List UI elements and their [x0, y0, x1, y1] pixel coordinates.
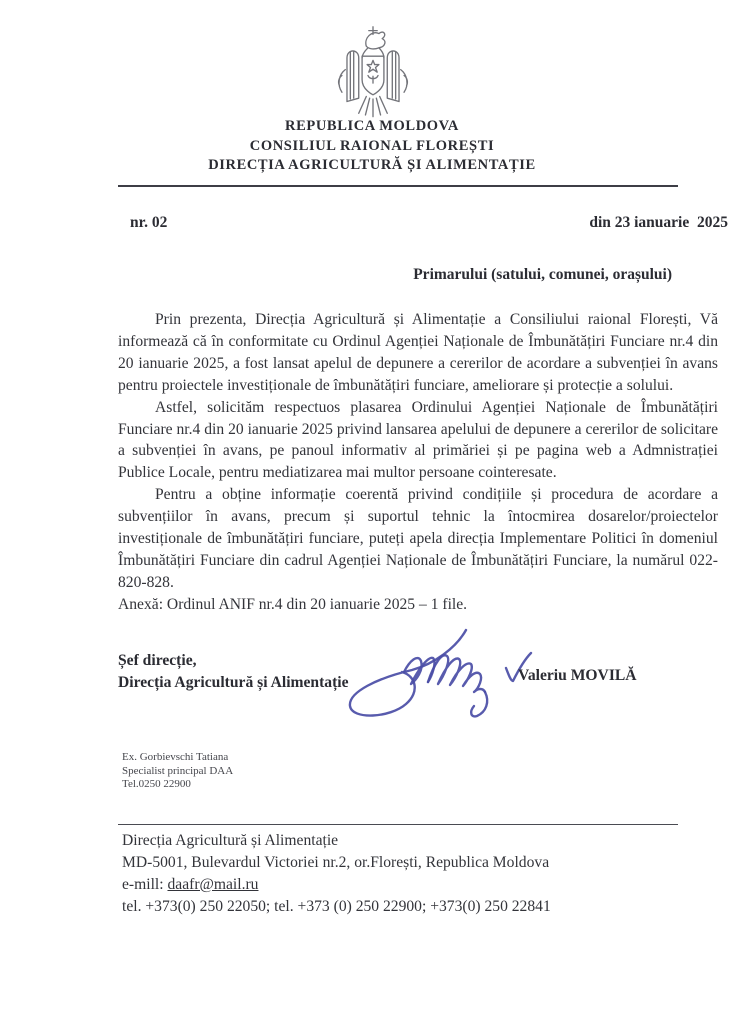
- addressee-line: Primarului (satului, comunei, orașului): [413, 266, 672, 283]
- handwritten-signature: [338, 626, 538, 726]
- letter-body: [118, 309, 718, 594]
- body-paragraph-3: Pentru a obține informație coerentă privind condițiile și procedura de acordare a subvențiilor în avans, precum și suportul tehnic la întocmirea dosarelor/proiectelor investiționale de îmbunătățiri funciare, puteți apela direcția Implementare Politici în domeniul Îmbunătățiri Funciare din cadrul Agenției Naționale de Îmbunătățiri Funciare, la numărul 022-820-828.: [118, 486, 718, 591]
- letterhead-country: REPUBLICA MOLDOVA: [285, 118, 459, 134]
- letterhead-council: CONSILIUL RAIONAL FLOREȘTI: [249, 137, 495, 154]
- body-paragraph-1: Prin prezenta, Direcția Agricultură și Alimentație a Consiliului raional Florești, Vă informează că în conformitate cu Ordinul Agenției Naționale de Îmbunătățiri Funciare nr.4 din 20 ianuarie 2025, a fost lansat apelul de depunere a cererilor de acordare a subvenției în avans pentru proiectele investiționale de îmbunătățiri funciare, ameliorare și protecție a solului.: [118, 311, 718, 394]
- moldova-coat-of-arms-icon: [329, 26, 417, 120]
- letterhead-directorate: DIRECȚIA AGRICULTURĂ ȘI ALIMENTAȚIE: [208, 157, 536, 173]
- footer-org: Direcția Agricultură și Alimentație: [122, 832, 339, 849]
- footer-divider: [118, 824, 678, 825]
- signer-role: [118, 650, 349, 694]
- footer-address: MD-5001, Bulevardul Victoriei nr.2, or.Florești, Republica Moldova: [122, 854, 550, 871]
- footer-email-line: [122, 874, 718, 896]
- executor-title: Specialist principal DAA: [122, 764, 234, 777]
- executor-name: Ex. Gorbievschi Tatiana: [122, 751, 229, 763]
- signer-role-line2: Direcția Agricultură și Alimentație: [118, 674, 349, 691]
- footer-block: [122, 830, 718, 918]
- letter-date: din 23 ianuarie 2025: [589, 214, 728, 231]
- footer-email-label: e-mill:: [122, 876, 168, 893]
- footer-phones: tel. +373(0) 250 22050; tel. +373 (0) 250 22900; +373(0) 250 22841: [122, 898, 551, 915]
- footer-email-link[interactable]: daafr@mail.ru: [167, 876, 259, 893]
- executor-note: [122, 751, 233, 792]
- signer-name: Valeriu MOVILĂ: [518, 667, 637, 684]
- annex-line: Anexă: Ordinul ANIF nr.4 din 20 ianuarie 2025 – 1 file.: [118, 596, 468, 613]
- letterhead: [0, 117, 744, 176]
- executor-phone: Tel.0250 22900: [122, 778, 191, 790]
- letter-number: nr. 02: [130, 214, 168, 231]
- letterhead-divider: [118, 185, 678, 187]
- body-paragraph-2: Astfel, solicităm respectuos plasarea Ordinului Agenției Naționale de Îmbunătățiri Funciare nr.4 din 20 ianuarie 2025 privind lansarea apelului de depunere a cererilor de solicitare a subvenției în avans, pe panoul informativ al primăriei și pe pagina web a Admnistrației Publice Locale, pentru mediatizarea mai multor persoane cointeresate.: [118, 398, 718, 482]
- letter-meta-row: [130, 214, 728, 232]
- signer-role-line1: Șef direcție,: [118, 652, 197, 669]
